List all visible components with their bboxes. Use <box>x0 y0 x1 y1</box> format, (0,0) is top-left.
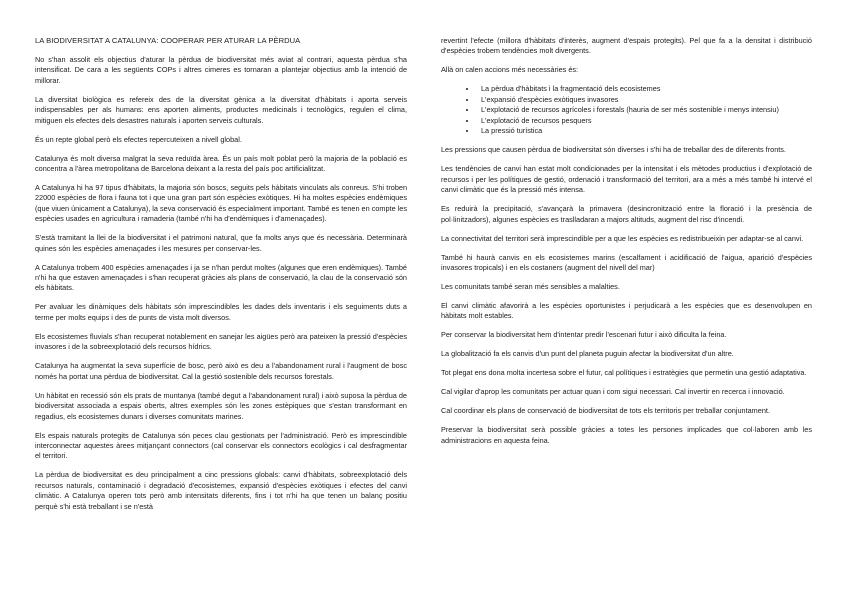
paragraph: Les tendències de canvi han estat molt condicionades per la intensitat i els mètodes productius i d'explotació de recursos i per les polítiques de gestió, ordenació i transformació del territori, ara a més a més també hi intervé el canvi climàtic que és la pressió més intensa. <box>441 164 812 195</box>
list-item: • La pressió turística <box>477 126 812 136</box>
right-column <box>441 36 812 455</box>
paragraph: Cal coordinar els plans de conservació de biodiversitat de tots els territoris per treballar conjuntament. <box>441 406 770 416</box>
paragraph: No s'han assolit els objectius d'aturar la pèrdua de biodiversitat més aviat al contrari, aquesta pèrdua s'ha intensificat. De cara a les següents COPs i altres cimeres es tornaran a plantejar objectius amb la intenció de millorar. <box>35 55 407 85</box>
paragraph: La connectivitat del territori serà imprescindible per a que les espècies es redistribueixin per adaptar-se al canvi. <box>441 233 804 243</box>
paragraph: Per avaluar les dinàmiques dels hàbitats són imprescindibles les dades dels inventaris i els seguiments duts a terme per molts equips i des de punts de vista molt diversos. <box>35 302 407 322</box>
paragraph: Cal vigilar d'aprop les comunitats per actuar quan i com sigui necessari. Cal invertir en recerca i innovació. <box>441 387 785 397</box>
list-heading: Allà on calen accions més necessàries és: <box>441 65 579 75</box>
paragraph: A Catalunya hi ha 97 tipus d'hàbitats, la majoria són boscs, seguits pels hàbitats vinculats als conreus. S'hi troben 22000 espècies de flora i fauna tot i que una gran part són espècies exòtiques. Hi ha moltes espècies endèmiques (que viuen únicament a Catalunya), la seva conservació és especialment important. També es tenen en compte les espècies usades en agricultura i ramaderia (també n'hi ha d'endèmiques i d'amenaçades). <box>35 183 407 224</box>
paragraph: S'està tramitant la llei de la biodiversitat i el patrimoni natural, que fa molts anys que és necessària. Determinarà quines són les espècies amenaçades i les mesures per conservar-les. <box>35 233 407 253</box>
list-item: • L'explotació de recursos pesquers <box>477 116 812 126</box>
paragraph: El canvi climàtic afavorirà a les espècies oportunistes i perjudicarà a les espècies que es desenvolupen en hàbitats molt estables. <box>441 301 812 321</box>
list-item: • L'expansió d'espècies exòtiques invasores <box>477 95 812 105</box>
paragraph: Preservar la biodiversitat serà possible gràcies a totes les persones implicades que col·laboren amb les administracions en aquesta feina. <box>441 425 812 445</box>
paragraph: Les pressions que causen pèrdua de biodiversitat són diverses i s'hi ha de treballar des de diferents fronts. <box>441 145 786 155</box>
actions-list <box>441 84 812 136</box>
paragraph: Un hàbitat en recessió són els prats de muntanya (també degut a l'abandonament rural) i això suposa la pèrdua de biodiversitat associada a espais oberts, altres exemples són les zones estèpiques que s'estan transformant en regadius, els ecosistemes dunars i diverses comunitats marines. <box>35 390 407 421</box>
paragraph: És un repte global però els efectes repercuteixen a nivell global. <box>35 134 242 144</box>
paragraph: Les comunitats també seran més sensibles a malalties. <box>441 282 620 292</box>
document-title: LA BIODIVERSITAT A CATALUNYA: COOPERAR PER ATURAR LA PÈRDUA <box>35 36 301 45</box>
list-item: • L'explotació de recursos agrícoles i forestals (hauria de ser més sostenible i menys intensiu) <box>477 105 812 115</box>
paragraph: La diversitat biològica es refereix des de la diversitat gènica a la diversitat d'hàbitats i aporta serveis indispensables per als humans: ens aporten aliments, productes medicinals i tecnològics, regulen el clima, mitiguen els efectes dels desastres naturals i aporten serveis culturals. <box>35 94 407 125</box>
paragraph: La globalització fa els canvis d'un punt del planeta puguin afectar la biodiversitat d'un altre. <box>441 349 734 359</box>
paragraph: Catalunya és molt diversa malgrat la seva reduïda àrea. És un país molt poblat però la majoria de la població es concentra a l'àrea metropolitana de Barcelona deixant a la resta del país poc artificialitzat. <box>35 153 407 174</box>
left-column <box>35 36 407 521</box>
paragraph: Per conservar la biodiversitat hem d'intentar predir l'escenari futur i això dificulta la feina. <box>441 330 727 340</box>
paragraph: Es reduirà la precipitació, s'avançarà la primavera (desincronització entre la floració i la presència de pol·linitzadors), algunes espècies es traslladaran a majors altituds, augment del risc d'incendi. <box>441 204 812 224</box>
paragraph: Els ecosistemes fluvials s'han recuperat notablement en sanejar les aigües però ara pateixen la pressió d'espècies invasores i de la sobreexplotació dels recursos hídrics. <box>35 331 407 352</box>
paragraph-continued: revertint l'efecte (millora d'hàbitats d'interès, augment d'espais protegits). Pel que fa a la densitat i distribució d'espècies trobem tendències molt divergents. <box>441 36 812 56</box>
list-item: • La pèrdua d'hàbitats i la fragmentació dels ecosistemes <box>477 84 812 94</box>
paragraph: La pèrdua de biodiversitat es deu principalment a cinc pressions globals: canvi d'hàbitats, sobreexplotació dels recursos naturals, contaminació i degradació d'ecosistemes, expansió d'espècies exòtiques i efectes del canvi climàtic. A Catalunya operen tots però amb intensitats diferents, fins i tot n'hi ha que tenen un balanç positiu perquè s'hi està treballant i se n'està <box>35 470 407 511</box>
paragraph: Els espais naturals protegits de Catalunya són peces clau gestionats per l'administració. Però es imprescindible interconnectar aquestes àrees mitjançant connectors (cal conservar els connectors ecològics i cal desfragmentar el territori. <box>35 430 407 461</box>
paragraph: A Catalunya trobem 400 espècies amenaçades i ja se n'han perdut moltes (algunes que eren endèmiques). També n'hi ha que estaven amenaçades i s'han recuperat gràcies als plans de conservació, la clau de la conservació són els hàbitats. <box>35 262 407 293</box>
paragraph: Tot plegat ens dona molta incertesa sobre el futur, cal polítiques i estratègies que permetin una gestió adaptativa. <box>441 368 807 378</box>
paragraph: També hi haurà canvis en els ecosistemes marins (escalfament i acidificació de l'aigua, aparició d'espècies invasores tropicals) i en els costaners (augment del nivell del mar) <box>441 252 812 273</box>
paragraph: Catalunya ha augmentat la seva superfície de bosc, però això es deu a l'abandonament rural i l'augment de bosc només ha portat una pèrdua de biodiversitat. Cal la gestió sostenible dels recursos forestals. <box>35 361 407 381</box>
